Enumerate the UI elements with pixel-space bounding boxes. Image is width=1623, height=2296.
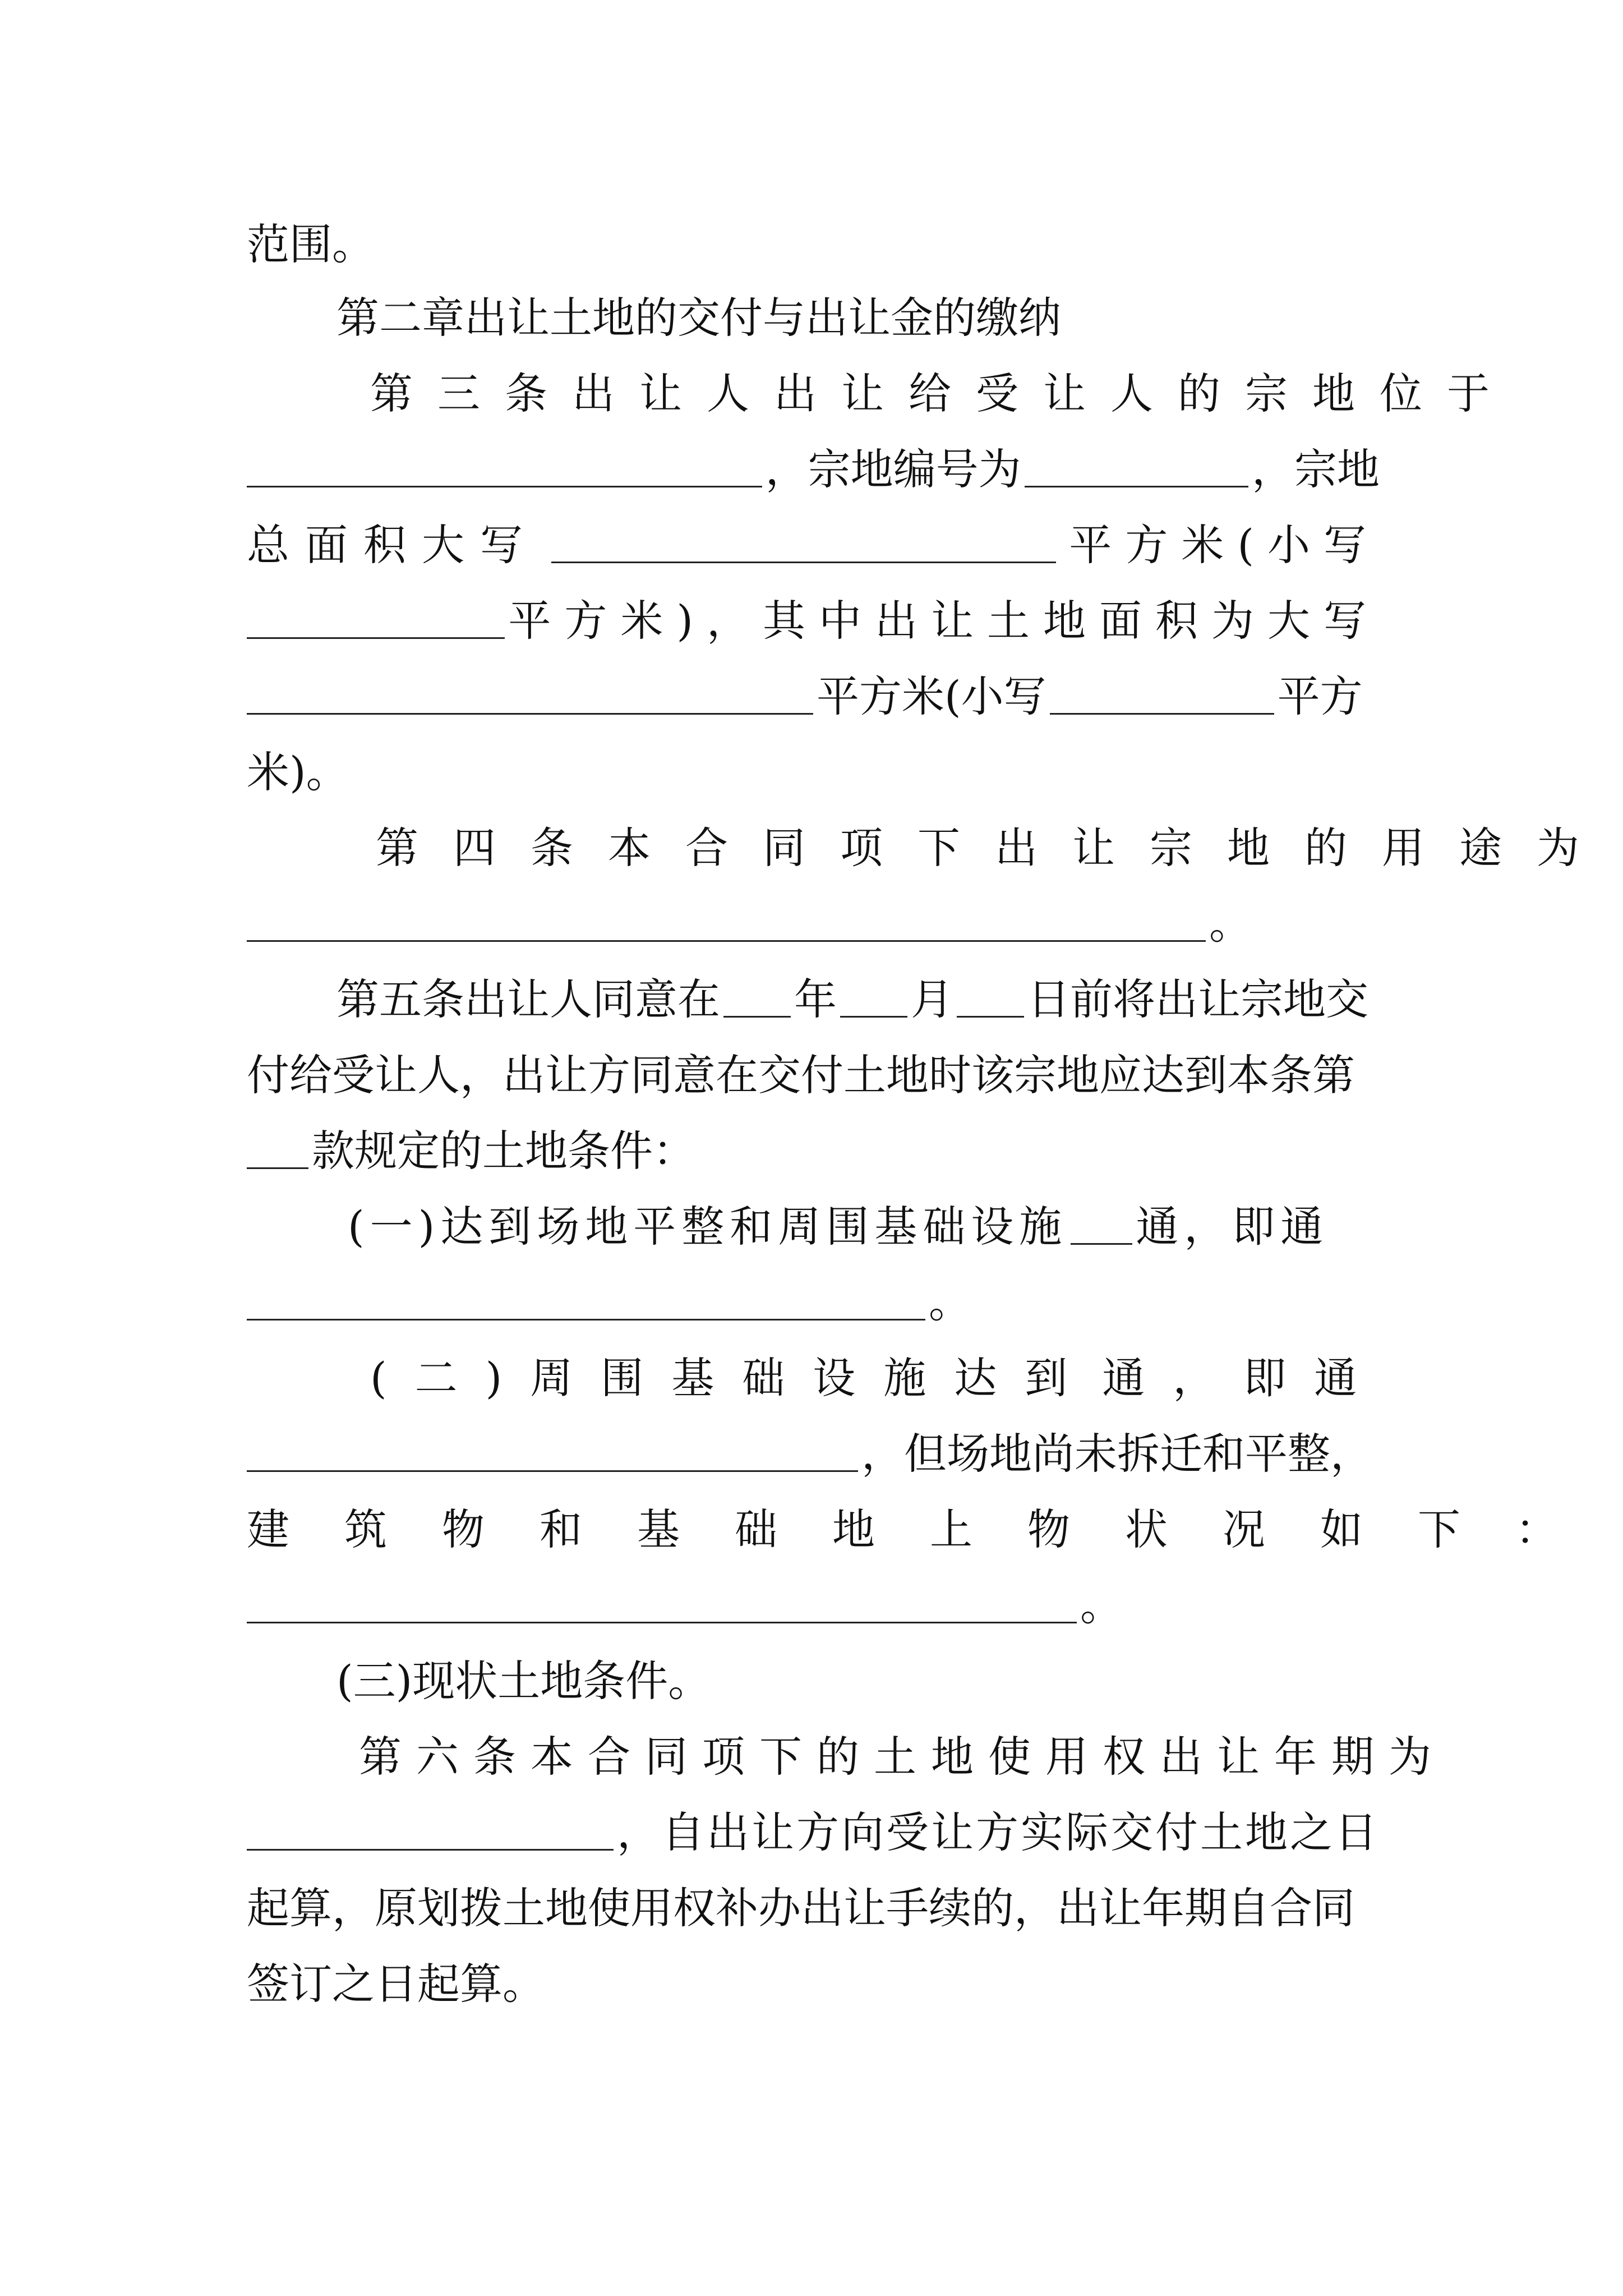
chapter-title: 第二章出让土地的交付与出让金的缴纳 xyxy=(336,293,1061,343)
granted-area-upper-blank[interactable] xyxy=(247,679,813,715)
ground-conditions-blank[interactable] xyxy=(247,1588,1077,1623)
text: 第三条出让人出让给受让人的宗地位于 xyxy=(370,369,1514,418)
text: 总面积大写 xyxy=(247,520,538,570)
text: ，但场地尚未拆迁和平整， xyxy=(861,1429,1373,1479)
delivery-day-blank[interactable] xyxy=(957,982,1024,1018)
article-6-line-4 xyxy=(247,1950,1380,2018)
text: 第六条本合同项下的土地使用权出让年期为 xyxy=(359,1732,1446,1782)
text: 米)。 xyxy=(247,747,349,797)
land-use-blank[interactable] xyxy=(247,907,1206,942)
text: 建筑物和基础地上物状况如下： xyxy=(247,1504,1613,1554)
text: ，宗地 xyxy=(1252,444,1380,494)
text: (一)达到场地平整和周围基础设施 xyxy=(348,1202,1068,1251)
item-1-line-2 xyxy=(247,1269,1380,1336)
text: 起算，原划拨土地使用权补办出让手续的，出让年期自合同 xyxy=(247,1883,1355,1933)
text: ，自出让方向受让方实际交付土地之日 xyxy=(617,1807,1380,1857)
total-area-upper-blank[interactable] xyxy=(551,528,1056,563)
article-3-line-2 xyxy=(247,436,1380,503)
article-5-line-1 xyxy=(336,966,1380,1033)
clause-number-blank[interactable] xyxy=(247,1134,308,1169)
text: (三)现状土地条件。 xyxy=(336,1656,711,1706)
total-area-lower-blank[interactable] xyxy=(247,604,505,639)
item-2-line-1 xyxy=(370,1345,1385,1412)
chapter-heading xyxy=(336,284,1380,352)
text: (二)周围基础设施达到 xyxy=(370,1353,1096,1403)
item-1-line-1 xyxy=(348,1193,1380,1260)
article-3-line-3 xyxy=(247,512,1380,579)
text: 。 xyxy=(929,1277,971,1327)
article-3-line-1 xyxy=(370,360,1514,427)
text: 通，即通 xyxy=(1136,1202,1329,1251)
text: 付给受让人，出让方同意在交付土地时该宗地应达到本条第 xyxy=(247,1050,1355,1100)
item-2-line-3 xyxy=(247,1496,1613,1563)
item-3-line-1 xyxy=(336,1648,1380,1715)
text: 第五条出让人同意在 xyxy=(336,974,720,1024)
article-3-line-6 xyxy=(247,739,1380,806)
infrastructure-detail-blank-1[interactable] xyxy=(247,1285,925,1320)
article-6-line-1 xyxy=(359,1723,1446,1791)
text-line-1 xyxy=(247,211,1380,278)
text: 平方米(小写 xyxy=(1069,520,1380,570)
text: 款规定的土地条件： xyxy=(312,1126,695,1176)
text: 第四条本合同项下出让宗地的用途为 xyxy=(376,823,1614,873)
text: 平方 xyxy=(1277,671,1363,721)
item-2-line-4 xyxy=(247,1572,1380,1639)
article-6-line-3 xyxy=(247,1875,1380,1942)
article-3-line-5 xyxy=(247,663,1380,730)
text: 。 xyxy=(1209,899,1252,949)
text: 平方米(小写 xyxy=(817,671,1046,721)
article-4-line-2 xyxy=(247,890,1380,958)
grant-term-blank[interactable] xyxy=(247,1815,614,1851)
text: 范围。 xyxy=(247,219,375,269)
text: 通，即通 xyxy=(1102,1353,1385,1403)
text: 。 xyxy=(1080,1580,1123,1630)
parcel-number-blank[interactable] xyxy=(1025,452,1248,487)
text: 平方米)，其中出让土地面积为大写 xyxy=(508,596,1380,646)
article-5-line-2 xyxy=(247,1042,1380,1109)
text: ，宗地编号为 xyxy=(765,444,1021,494)
text: 日前将出让宗地交 xyxy=(1027,974,1368,1024)
granted-area-lower-blank[interactable] xyxy=(1050,679,1274,715)
article-5-line-3 xyxy=(247,1117,1380,1185)
article-6-line-2 xyxy=(247,1799,1380,1866)
delivery-month-blank[interactable] xyxy=(840,982,907,1018)
article-4-line-1 xyxy=(376,815,1614,882)
text: 年 xyxy=(794,974,837,1024)
delivery-year-blank[interactable] xyxy=(723,982,791,1018)
infrastructure-count-blank-1[interactable] xyxy=(1071,1209,1132,1245)
parcel-location-blank[interactable] xyxy=(247,452,762,487)
item-2-line-2 xyxy=(247,1420,1380,1488)
text: 月 xyxy=(911,974,953,1024)
infrastructure-detail-blank-2[interactable] xyxy=(247,1437,858,1472)
text: 签订之日起算。 xyxy=(247,1959,545,2009)
article-3-line-4 xyxy=(247,587,1380,655)
